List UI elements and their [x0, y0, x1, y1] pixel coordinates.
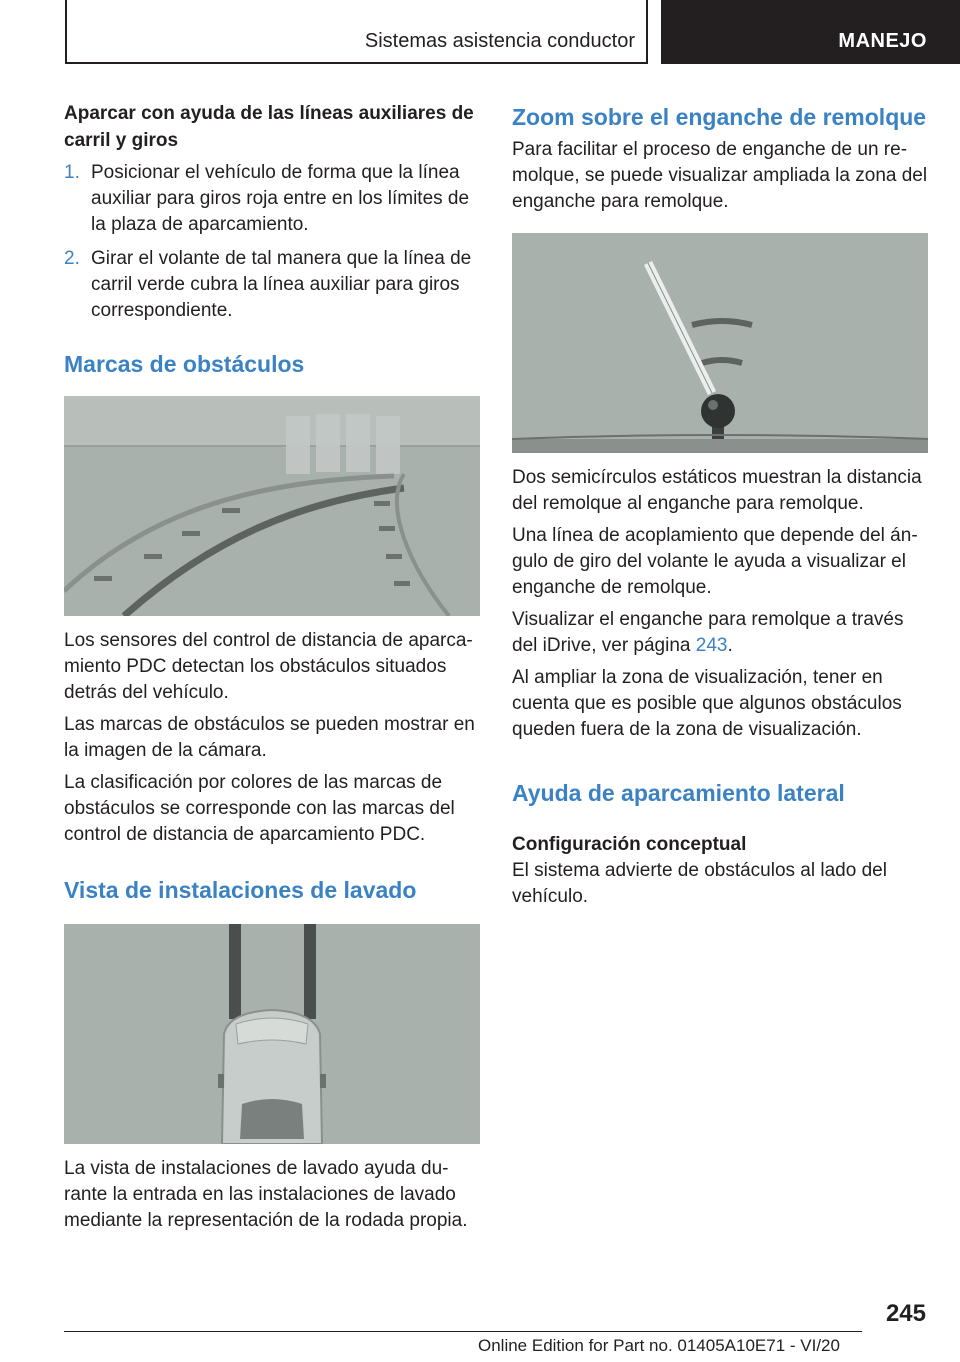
header-chapter-tab — [661, 0, 960, 64]
concept-heading: Configuración conceptual — [512, 834, 747, 855]
hitch-zoom-heading: Zoom sobre el enganche de remolque — [512, 104, 927, 130]
car-wash-figure — [64, 924, 480, 1144]
page-reference-link[interactable]: 243 — [695, 635, 728, 656]
list-item — [64, 246, 480, 324]
obstacle-marks-illustration — [64, 396, 480, 616]
sentence-end: . — [727, 635, 733, 656]
footer-divider — [64, 1331, 862, 1332]
page-number: 245 — [885, 1300, 926, 1327]
hitch-zoom-paragraph: Al ampliar la zona de visualización, tener en cuenta que es posible que algunos obstáculos queden fuera de la zona de visualización. — [512, 667, 902, 740]
hitch-zoom-paragraph: Una línea de acoplamiento que depende del án-gulo de giro del volante le ayuda a visualizar el enganche de remolque. — [512, 525, 918, 598]
right-column — [512, 100, 928, 910]
hitch-zoom-paragraph — [512, 607, 928, 659]
header-section-title: Sistemas asistencia conductor — [364, 30, 635, 52]
step-text: Posicionar el vehículo de forma que la línea auxiliar para giros roja entre en los límites de la plaza de aparcamiento. — [91, 162, 470, 235]
car-wash-view-heading: Vista de instalaciones de lavado — [64, 877, 417, 903]
car-wash-illustration — [64, 924, 480, 1144]
obstacle-marks-paragraph: Las marcas de obstáculos se pueden mostrar en la imagen de la cámara. — [64, 714, 475, 761]
step-number: 2. — [64, 248, 80, 269]
header-chapter-label: MANEJO — [838, 30, 927, 52]
parking-steps-list — [64, 160, 480, 324]
step-text: Girar el volante de tal manera que la línea de carril verde cubra la línea auxiliar para giros correspondiente. — [91, 248, 472, 321]
car-wash-paragraph: La vista de instalaciones de lavado ayuda du-rante la entrada en las instalaciones de lavado mediante la representación de la rodada propia. — [64, 1158, 468, 1231]
idrive-reference-text: Visualizar el enganche para remolque a través del iDrive, ver página — [512, 609, 904, 656]
hitch-zoom-paragraph: Dos semicírculos estáticos muestran la distancia del remolque al enganche para remolque. — [512, 467, 922, 514]
hitch-zoom-paragraph: Para facilitar el proceso de enganche de un re-molque, se puede visualizar ampliada la zona del enganche para remolque. — [512, 139, 928, 212]
hitch-zoom-illustration — [512, 233, 928, 453]
list-item — [64, 160, 480, 238]
step-number: 1. — [64, 162, 80, 183]
obstacle-marks-heading: Marcas de obstáculos — [64, 351, 305, 377]
left-column — [64, 100, 480, 1234]
edition-footer: Online Edition for Part no. 01405A10E71 - VI/20 — [478, 1336, 840, 1355]
parking-lines-heading: Aparcar con ayuda de las líneas auxiliares de carril y giros — [64, 103, 474, 151]
obstacle-marks-paragraph: La clasificación por colores de las marcas de obstáculos se corresponde con las marcas del control de distancia de aparcamiento PDC. — [64, 772, 455, 845]
obstacle-marks-figure — [64, 396, 480, 616]
concept-paragraph: El sistema advierte de obstáculos al lado del vehículo. — [512, 860, 887, 907]
obstacle-marks-paragraph: Los sensores del control de distancia de aparca-miento PDC detectan los obstáculos situados detrás del vehículo. — [64, 630, 473, 703]
hitch-zoom-figure — [512, 233, 928, 453]
lateral-parking-heading: Ayuda de aparcamiento lateral — [512, 780, 845, 806]
